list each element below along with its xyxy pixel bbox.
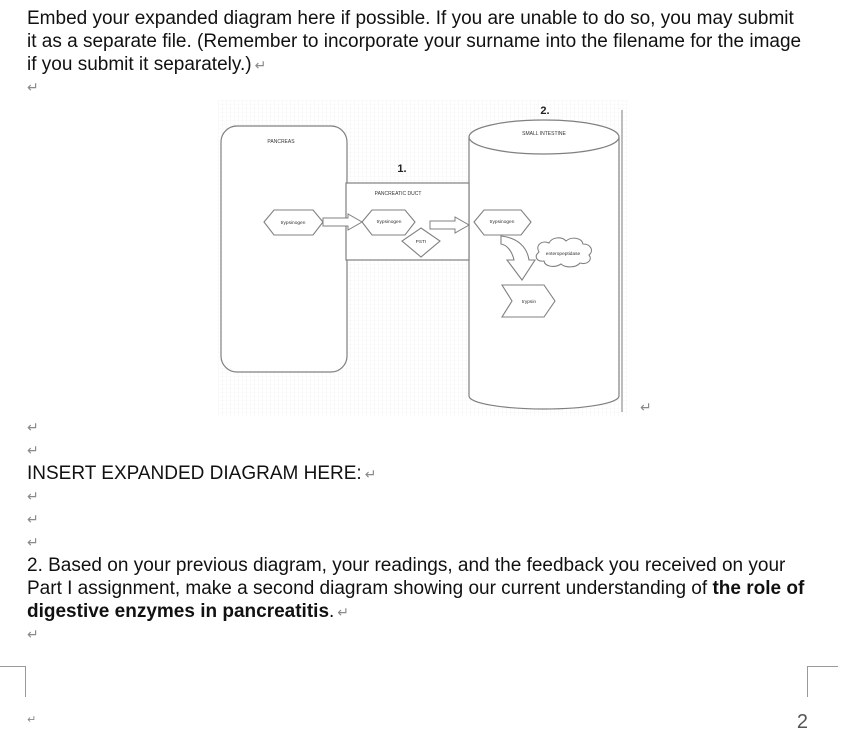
trypsinogen-duct-label: trypsinogen <box>376 220 402 225</box>
trypsinogen-intestine-label: trypsinogen <box>489 220 515 225</box>
psti-label: PSTI <box>415 240 427 245</box>
page-corner-mark-left <box>0 666 26 697</box>
pancreas-shape <box>221 126 347 372</box>
pancreas-diagram-image[interactable] <box>218 100 628 416</box>
page-corner-mark-right <box>807 666 838 697</box>
paragraph-mark-icon: ↵ <box>27 714 37 726</box>
pancreas-label: PANCREAS <box>267 139 295 145</box>
pancreatic-duct-label: PANCREATIC DUCT <box>374 191 422 197</box>
intro-text: Embed your expanded diagram here if possible. If you are unable to do so, you may submit it as a separate file. (Remember to incorporate your surname into the filename for the image if you submit it separately.) <box>27 8 802 75</box>
step-1-number: 1. <box>397 163 407 175</box>
paragraph-mark-icon: ↵ <box>27 79 39 95</box>
paragraph-mark-icon: ↵ <box>27 626 39 642</box>
intro-paragraph <box>27 7 807 77</box>
paragraph-mark-icon: ↵ <box>254 57 267 73</box>
paragraph-mark-icon: ↵ <box>27 511 39 527</box>
step-2-number: 2. <box>540 105 550 117</box>
page-number: 2 <box>796 711 808 733</box>
paragraph-mark-icon: ↵ <box>27 442 39 458</box>
paragraph-mark-icon: ↵ <box>27 488 39 504</box>
paragraph-mark-icon: ↵ <box>27 534 39 550</box>
paragraph-mark-icon: ↵ <box>27 419 39 435</box>
question-2-paragraph <box>27 554 807 624</box>
question-2-bold-text: the role of digestive enzymes in pancreatitis <box>27 578 805 622</box>
enteropeptidase-label: enteropeptidase <box>545 252 581 257</box>
paragraph-mark-icon: ↵ <box>337 604 350 620</box>
question-2-text: 2. Based on your previous diagram, your readings, and the feedback you received on your Part I assignment, make a second diagram showing our current understanding of <box>27 555 786 599</box>
small-intestine-label: SMALL INTESTINE <box>522 131 566 137</box>
small-intestine-body <box>469 137 619 409</box>
insert-diagram-label <box>27 462 807 486</box>
paragraph-mark-icon: ↵ <box>364 466 377 482</box>
trypsinogen-pancreas-label: trypsinogen <box>280 221 306 226</box>
trypsin-label: trypsin <box>521 300 537 305</box>
insert-label-text: INSERT EXPANDED DIAGRAM HERE: <box>27 463 362 484</box>
question-2-end: . <box>329 601 335 622</box>
small-intestine-top <box>469 120 619 154</box>
paragraph-mark-icon: ↵ <box>640 399 652 415</box>
